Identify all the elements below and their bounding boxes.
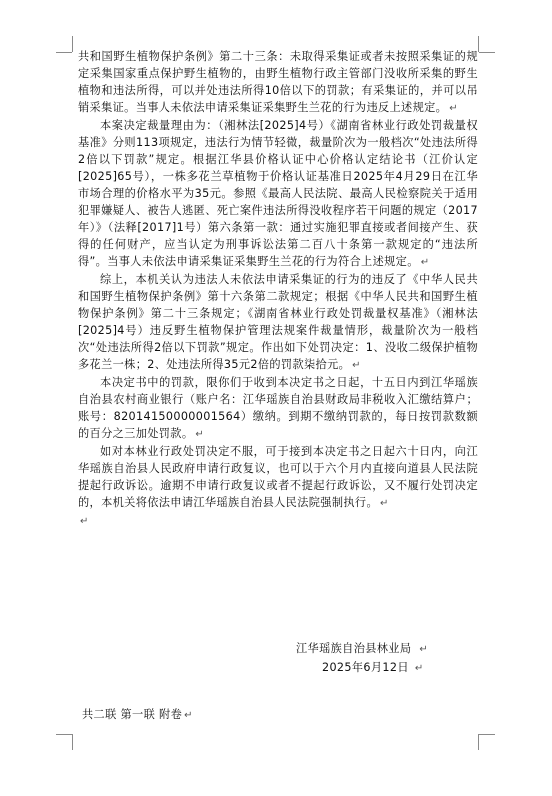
paragraph-text: 如对本林业行政处罚决定不服，可于接到本决定书之日起六十日内，向江华瑶族自治县人民政府申请行政复议，也可以于六个月内直接向道县人民法院提起行政诉讼。逾期不申请行政复议或者不提起行政诉讼，又不履行处罚决定的，本机关将依法申请江华瑶族自治县人民法院强制执行。 <box>78 445 478 509</box>
signature-org-line <box>296 640 476 658</box>
paragraph-decision <box>78 271 478 374</box>
paragraph-text: 本决定书中的罚款，限你们于收到本决定书之日起，十五日内到江华瑶族自治县农村商业银行（账户名：江华瑶族自治县财政局非税收入汇缴结算户；账号：82014150000001564）缴纳。到期不缴纳罚款的，每日按罚款数额的百分之三加处罚款。 <box>78 376 478 440</box>
document-body <box>78 48 478 529</box>
crop-mark-bottom-left <box>72 734 73 750</box>
paragraph-text: 综上，本机关认为违法人未依法申请采集证的行为的违反了《中华人民共和国野生植物保护条例》第十六条第二款规定；根据《中华人民共和国野生植物保护条例》第二十三条规定；《湖南省林业行政处罚裁量权基准》（湘林法[2025]4号）违反野生植物保护管理法规案件裁量情形，裁量阶次为一般档次“处违法所得2倍以下罚款”规定。作出如下处罚决定：1、没收二级保护植物多花兰一株；2、处违法所得35元2倍的罚款柒拾元。 <box>78 273 478 371</box>
crop-mark-top-left <box>56 52 72 53</box>
signature-date-line <box>322 659 482 677</box>
paragraph-mark-icon: ↵ <box>379 498 389 509</box>
paragraph-mark-icon: ↵ <box>414 663 424 674</box>
paragraph-payment <box>78 374 478 443</box>
crop-mark-top-left <box>72 36 73 52</box>
paragraph-mark-icon: ↵ <box>352 360 361 371</box>
paragraph-text: 共和国野生植物保护条例》第二十三条：未取得采集证或者未按照采集证的规定采集国家重点保护野生植物的，由野生植物行政主管部门没收所采集的野生植物和违法所得，可以并处违法所得10倍以下的罚款；有采集证的，并可以吊销采集证。当事人未依法申请采集证采集野生兰花的行为违反上述规定。 <box>78 50 478 114</box>
paragraph-mark-icon: ↵ <box>420 257 430 268</box>
paragraph-mark-icon: ↵ <box>419 644 429 655</box>
crop-mark-top-right <box>478 36 479 52</box>
paragraph-mark-icon: ↵ <box>449 103 458 114</box>
paragraph-mark-icon: ↵ <box>195 429 205 440</box>
paragraph-text: 本案决定裁量理由为：（湘林法[2025]4号）《湖南省林业行政处罚裁量权基准》分则113项规定，违法行为情节轻微，裁量阶次为一般档次“处违法所得2倍以下罚款”规定。根据江华县价格认证中心价格认定结论书（江价认定[2025]65号），一株多花兰草植物于价格认证基准日2025年4月29日在江华市场合理的价格水平为35元。参照《最高人民法院、最高人民检察院关于适用犯罪嫌疑人、被告人逃匿、死亡案件违法所得没收程序若干问题的规定（2017年）》（法释[2017]1号）第六条第一款：通过实施犯罪直接或者间接产生、获得的任何财产，应当认定为刑事诉讼法第二百八十条第一款规定的“违法所得”。当事人未依法申请采集证采集野生兰花的行为符合上述规定。 <box>78 119 478 268</box>
paragraph-legal-basis <box>78 48 478 117</box>
footer-copy-note <box>82 706 193 724</box>
paragraph-appeal <box>78 443 478 512</box>
crop-mark-top-right <box>479 52 495 53</box>
signature-org: 江华瑶族自治县林业局 <box>296 642 412 655</box>
crop-mark-bottom-right <box>478 734 479 750</box>
signature-date: 2025年6月12日 <box>322 661 409 674</box>
paragraph-mark-icon: ↵ <box>80 516 89 527</box>
crop-mark-bottom-right <box>479 734 495 735</box>
empty-line <box>78 512 98 529</box>
footer-text: 共二联 第一联 附卷 <box>82 708 183 721</box>
paragraph-reasoning <box>78 117 478 271</box>
paragraph-mark-icon: ↵ <box>184 710 193 721</box>
crop-mark-bottom-left <box>56 734 72 735</box>
